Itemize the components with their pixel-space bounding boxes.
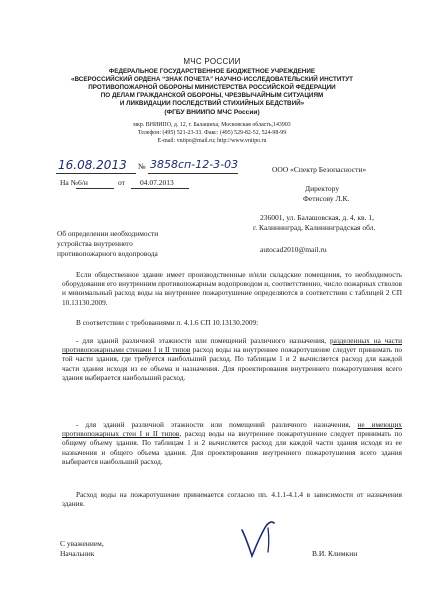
org-short-name: МЧС РОССИИ <box>183 57 241 66</box>
registration-number-sign: № <box>138 162 146 171</box>
org-email: E-mail: vniipo@mail.ru; http://www.vniipo.ru <box>157 138 267 144</box>
registration-number: 3858сп-12-3-03 <box>150 158 239 171</box>
recipient-address-line-1: 236001, ул. Балашовская, д. 4, кв. 1, <box>260 213 374 222</box>
org-phone: Телефон: (495) 521-23-33. Факс: (495) 529-82-52, 524-98-99 <box>137 130 287 136</box>
recipient-email: autocad2010@mail.ru <box>260 245 327 254</box>
body-paragraph-4-rest: , расход воды на внутреннее пожаротушение следует принимать по общему объему здания. По таблицам 1 и 2 вычисляется расход для каждой части здания исходя из ее назначения и общего объема здания. Для проектирования внутреннего пожаротушения всего здания выбирается наибольший расход. <box>62 429 402 466</box>
body-paragraph-2 <box>62 318 402 327</box>
reply-date: 04.07.2013 <box>140 178 174 187</box>
reply-date-underline <box>131 188 189 189</box>
closing-regards: С уважением, <box>60 539 104 548</box>
org-short-title: (ФГБУ ВНИИПО МЧС России) <box>164 109 260 116</box>
body-paragraph-3-underlined: разделенных на части противопожарными стенами I и II типов <box>62 336 402 355</box>
closing-title: Начальник <box>60 549 95 558</box>
closing-signer: В.И. Климкин <box>312 549 358 558</box>
body-paragraph-4-underlined: не имеющих противопожарных стен I и II типов <box>62 420 403 439</box>
body-paragraph-4-start: - для зданий различной этажности или помещений различного назначения, <box>76 420 351 429</box>
registration-number-underline <box>148 173 238 174</box>
body-paragraph-1 <box>62 270 402 307</box>
registration-date-underline <box>56 173 136 174</box>
subject-line-3: противопожарного водопровода <box>57 249 158 258</box>
recipient-position: Директору <box>305 184 340 193</box>
body-paragraph-5-text: Расход воды на пожаротушение принимается согласно пп. 4.1.1-4.1.4 в зависимости от назначения здания. <box>62 490 402 509</box>
org-line-5: И ЛИКВИДАЦИИ ПОСЛЕДСТВИЙ СТИХИЙНЫХ БЕДСТВИЙ» <box>119 100 305 107</box>
org-line-2: «ВСЕРОССИЙСКИЙ ОРДЕНА “ЗНАК ПОЧЕТА” НАУЧНО-ИССЛЕДОВАТЕЛЬСКИЙ ИНСТИТУТ <box>70 76 353 83</box>
body-paragraph-5 <box>62 490 402 508</box>
reply-number: 6/н <box>78 178 88 187</box>
reply-prefix: На № <box>60 178 78 187</box>
recipient-company: ООО «Спектр Безопасности» <box>272 165 367 174</box>
body-paragraph-4 <box>62 420 402 466</box>
recipient-name: Фетисову Л.К. <box>303 194 350 203</box>
reply-from: от <box>118 178 125 187</box>
body-paragraph-2-text: В соответствии с требованиями п. 4.1.6 СП 10.13130.2009: <box>76 318 259 327</box>
body-paragraph-1-text: Если общественное здание имеет производственные и/или складские помещения, то необходимость оборудования его внутренним противопожарным водопроводом и, соответственно, число пожарных стволов и минимальный расход воды на внутреннее пожаротушение определяются в соответствии с таблицей 2 СП 10.13130.2009. <box>62 270 402 307</box>
org-line-4: ПО ДЕЛАМ ГРАЖДАНСКОЙ ОБОРОНЫ, ЧРЕЗВЫЧАЙНЫМ СИТУАЦИЯМ <box>100 92 324 99</box>
body-paragraph-3-rest: расход воды на внутреннее пожаротушение следует принимать по той части здания, где требуется наибольший расход. По таблицам 1 и 2 вычисляется расход для каждой части здания исходя из ее объема и назначения. Для проектирования внутреннего пожаротушения всего здания выбирается наибольший расход. <box>62 345 403 382</box>
subject-line-2: устройства внутреннего <box>57 239 133 248</box>
body-paragraph-3 <box>62 336 402 382</box>
recipient-address-line-2: г. Калининград, Калининградская обл. <box>253 223 376 232</box>
org-line-1: ФЕДЕРАЛЬНОЕ ГОСУДАРСТВЕННОЕ БЮДЖЕТНОЕ УЧРЕЖДЕНИЕ <box>108 68 316 75</box>
org-address: мкр. ВНИИПО, д. 12, г. Балашиха, Московская область,143903 <box>133 122 291 128</box>
subject-line-1: Об определении необходимости <box>57 229 159 238</box>
body-paragraph-3-start: - для зданий различной этажности или помещений различного назначения, <box>76 336 327 345</box>
reply-number-underline <box>76 188 114 189</box>
org-line-3: ПРОТИВОПОЖАРНОЙ ОБОРОНЫ МИНИСТЕРСТВА РОССИЙСКОЙ ФЕДЕРАЦИИ <box>88 84 336 91</box>
signature-image <box>228 514 288 564</box>
registration-date: 16.08.2013 <box>58 158 127 172</box>
